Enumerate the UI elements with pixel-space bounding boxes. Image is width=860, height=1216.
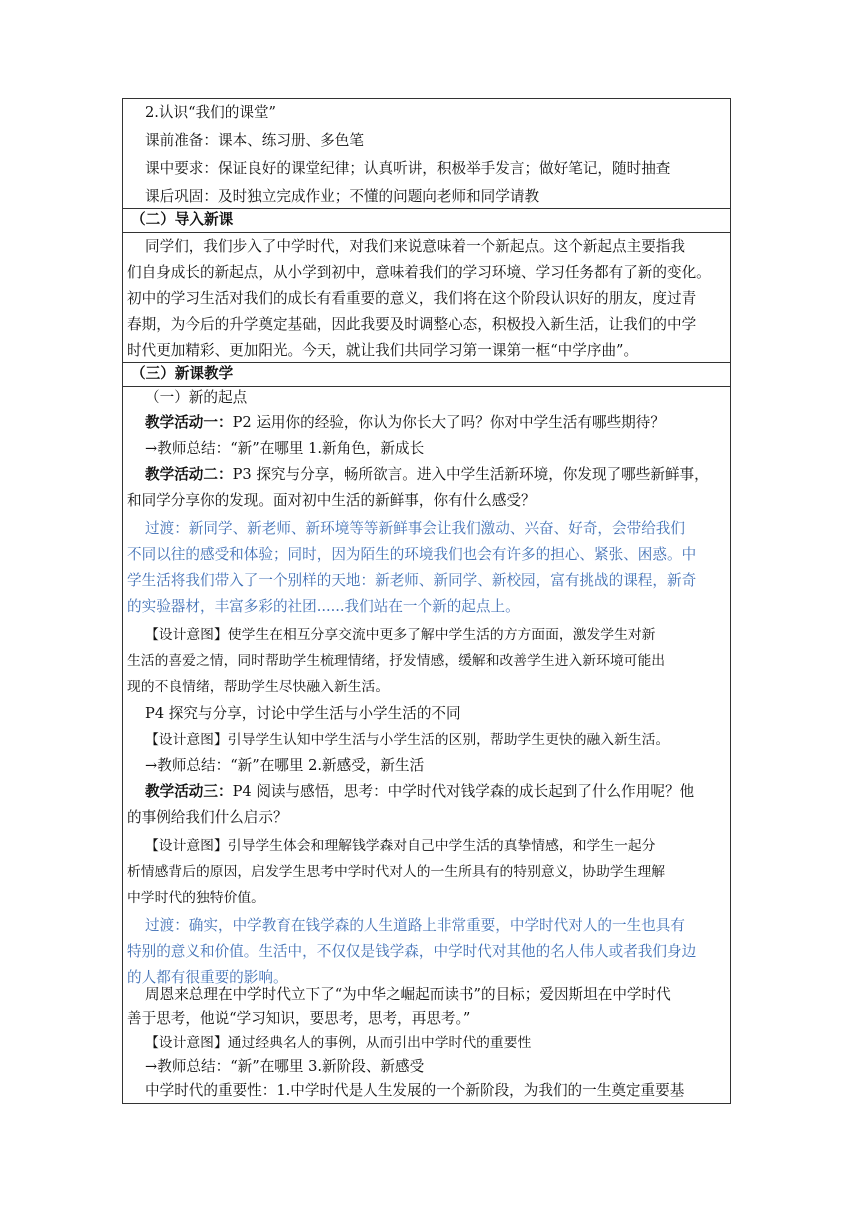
intent-3-line-1: 【设计意图】引导学生体会和理解钱学森对自己中学生活的真挚情感，和学生一起分 <box>145 838 656 854</box>
transition-1-line-3: 学生活将我们带入了一个别样的天地：新老师、新同学、新校园，富有挑战的课程，新奇 <box>127 572 697 589</box>
intent-2: 【设计意图】引导学生认知中学生活与小学生活的区别，帮助学生更快的融入新生活。 <box>145 732 670 748</box>
explore-p4: P4 探究与分享，讨论中学生活与小学生活的不同 <box>145 705 461 722</box>
activity-2-text: P3 探究与分享，畅所欲言。进入中学生活新环境，你发现了哪些新鲜事， <box>232 466 709 483</box>
summary-1: →教师总结：“新”在哪里 1.新角色，新成长 <box>145 440 425 457</box>
prep-line-3: 课后巩固：及时独立完成作业；不懂的问题向老师和同学请教 <box>145 188 540 205</box>
activity-2 <box>145 463 709 487</box>
transition-1-line-4: 的实验器材，丰富多彩的社团......我们站在一个新的起点上。 <box>127 598 520 615</box>
row-divider <box>123 232 730 233</box>
intent-3-line-2: 析情感背后的原因，启发学生思考中学时代对人的一生所具有的特别意义，协助学生理解 <box>127 864 666 880</box>
intro-line-1: 同学们，我们步入了中学时代，对我们来说意味着一个新起点。这个新起点主要指我 <box>145 238 685 255</box>
famous-people-line-1: 周恩来总理在中学时代立下了“为中华之崛起而读书”的目标；爱因斯坦在中学时代 <box>145 986 671 1003</box>
importance-text: 中学时代的重要性：1.中学时代是人生发展的一个新阶段，为我们的一生奠定重要基 <box>145 1082 685 1099</box>
activity-2-label: 教学活动二： <box>145 466 233 483</box>
activity-1 <box>145 411 665 435</box>
prep-title: 2.认识“我们的课堂” <box>145 104 277 121</box>
prep-line-2: 课中要求：保证良好的课堂纪律；认真听讲，积极举手发言；做好笔记，随时抽查 <box>145 160 671 177</box>
intro-line-3: 初中的学习生活对我们的成长有看重要的意义，我们将在这个阶段认识好的朋友，度过青 <box>127 290 697 307</box>
summary-2: →教师总结：“新”在哪里 2.新感受，新生活 <box>145 757 425 774</box>
activity-3 <box>145 780 694 804</box>
famous-people-line-2: 善于思考，他说“学习知识，要思考，思考，再思考。” <box>127 1010 471 1027</box>
activity-3-cont: 的事例给我们什么启示？ <box>127 809 288 826</box>
intent-1-line-3: 现的不良情绪，帮助学生尽快融入新生活。 <box>127 679 390 695</box>
teach-header: （三）新课教学 <box>131 365 234 382</box>
section-new-start: （一）新的起点 <box>145 389 248 406</box>
intro-line-2: 们自身成长的新起点，从小学到初中，意味着我们的学习环境、学习任务都有了新的变化。 <box>127 264 711 281</box>
transition-1-line-2: 不同以往的感受和体验；同时，因为陌生的环境我们也会有许多的担心、紧张、困惑。中 <box>127 546 697 563</box>
transition-2-line-1: 过渡：确实，中学教育在钱学森的人生道路上非常重要，中学时代对人的一生也具有 <box>145 917 685 934</box>
activity-1-text: P2 运用你的经验，你认为你长大了吗？你对中学生活有哪些期待？ <box>232 414 665 431</box>
activity-3-text: P4 阅读与感悟，思考：中学时代对钱学森的成长起到了什么作用呢？他 <box>232 783 695 800</box>
intent-1-line-2: 生活的喜爱之情，同时帮助学生梳理情绪，抒发情感，缓解和改善学生进入新环境可能出 <box>127 653 666 669</box>
activity-1-label: 教学活动一： <box>145 414 233 431</box>
activity-3-label: 教学活动三： <box>145 783 233 800</box>
summary-3: →教师总结：“新”在哪里 3.新阶段、新感受 <box>145 1058 425 1075</box>
transition-2-line-2: 特别的意义和价值。生活中，不仅仅是钱学森，中学时代对其他的名人伟人或者我们身边 <box>127 943 697 960</box>
intro-line-4: 春期，为今后的升学奠定基础，因此我要及时调整心态，积极投入新生活，让我们的中学 <box>127 316 697 333</box>
intent-1-line-1: 【设计意图】使学生在相互分享交流中更多了解中学生活的方方面面，激发学生对新 <box>145 627 656 643</box>
intro-header: （二）导入新课 <box>131 211 234 228</box>
transition-1-line-1: 过渡：新同学、新老师、新环境等等新鲜事会让我们激动、兴奋、好奇，会带给我们 <box>145 520 685 537</box>
lesson-plan-table <box>122 98 731 1104</box>
intro-line-5: 时代更加精彩、更加阳光。今天，就让我们共同学习第一课第一框“中学序曲”。 <box>127 342 639 359</box>
transition-2-line-3: 的人都有很重要的影响。 <box>127 969 288 986</box>
prep-line-1: 课前准备：课本、练习册、多色笔 <box>145 132 364 149</box>
intent-4: 【设计意图】通过经典名人的事例，从而引出中学时代的重要性 <box>145 1035 532 1051</box>
intent-3-line-3: 中学时代的独特价值。 <box>127 890 265 906</box>
activity-2-cont: 和同学分享你的发现。面对初中生活的新鲜事，你有什么感受？ <box>127 492 536 509</box>
